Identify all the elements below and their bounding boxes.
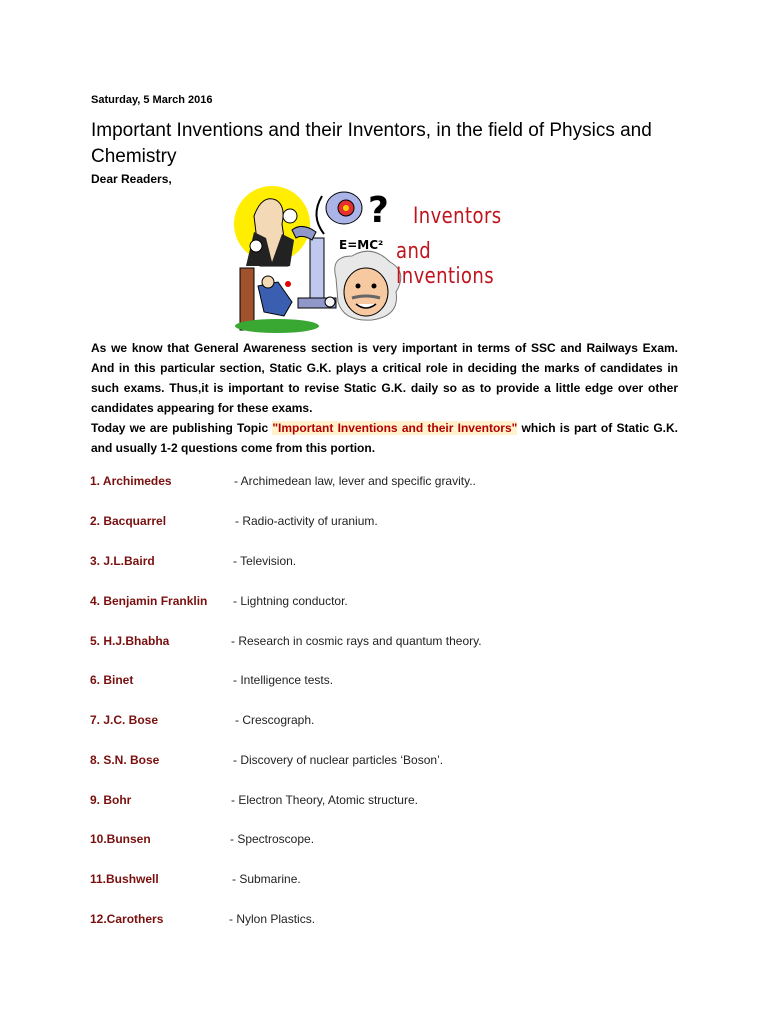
inventor-name: 6. Binet: [90, 673, 134, 687]
invention-description: - Discovery of nuclear particles ‘Boson’.: [233, 753, 444, 767]
einstein-face: [344, 268, 388, 316]
banner-title-line2: and Inventions: [396, 239, 495, 289]
topic-paragraph: [91, 418, 678, 458]
invention-description: - Submarine.: [232, 872, 301, 886]
invention-description: - Crescograph.: [235, 713, 315, 727]
newton-figure: [258, 282, 292, 316]
inventor-name: 11.Bushwell: [90, 872, 159, 886]
apple: [285, 281, 291, 287]
inventor-name: 5. H.J.Bhabha: [90, 634, 170, 648]
invention-description: - Electron Theory, Atomic structure.: [231, 793, 418, 807]
inventor-name: 2. Bacquarrel: [90, 514, 167, 528]
topic-text-before: Today we are publishing Topic: [91, 421, 273, 435]
invention-description: - Television.: [233, 554, 297, 568]
topic-text-after: which is part of Static G.K. and usually 1-2 questions come from this portion.: [91, 421, 679, 455]
inventor-name: 12.Carothers: [90, 912, 164, 926]
topic-highlight: "Important Inventions and their Inventors": [272, 421, 518, 435]
light-bulb-2: [250, 240, 262, 252]
greeting: Dear Readers,: [91, 172, 172, 186]
inventors-banner-image: [232, 186, 542, 334]
inventor-name: 9. Bohr: [90, 793, 132, 807]
inventor-name: 3. J.L.Baird: [90, 554, 155, 568]
invention-description: - Research in cosmic rays and quantum theory.: [231, 634, 482, 648]
invention-description: - Spectroscope.: [230, 832, 315, 846]
invention-description: - Radio-activity of uranium.: [235, 514, 378, 528]
grass: [235, 319, 319, 333]
post-date: Saturday, 5 March 2016: [91, 94, 213, 106]
inventor-name: 8. S.N. Bose: [90, 753, 160, 767]
light-bulb: [283, 209, 297, 223]
invention-description: - Lightning conductor.: [233, 594, 348, 608]
invention-description: - Nylon Plastics.: [229, 912, 316, 926]
invention-description: - Intelligence tests.: [233, 673, 334, 687]
inventor-name: 4. Benjamin Franklin: [90, 594, 208, 608]
banner-title-line1: Inventors: [413, 204, 502, 229]
invention-description: - Archimedean law, lever and specific gravity..: [234, 474, 476, 488]
formula: E=MC²: [339, 238, 384, 252]
inventor-name: 1. Archimedes: [90, 474, 172, 488]
question-mark: ?: [368, 190, 389, 231]
inventor-name: 7. J.C. Bose: [90, 713, 159, 727]
page-title: Important Inventions and their Inventors, in the field of Physics and Chemistry: [91, 120, 652, 167]
inventor-name: 10.Bunsen: [90, 832, 151, 846]
intro-paragraph: As we know that General Awareness section is very important in terms of SSC and Railways Exam. And in this particular section, Static G.K. plays a critical role in deciding the marks of candidates in such exams. Thus,it is important to revise Static G.K. daily so as to provide a little edge over other candidates appearing for these exams.: [91, 341, 678, 415]
